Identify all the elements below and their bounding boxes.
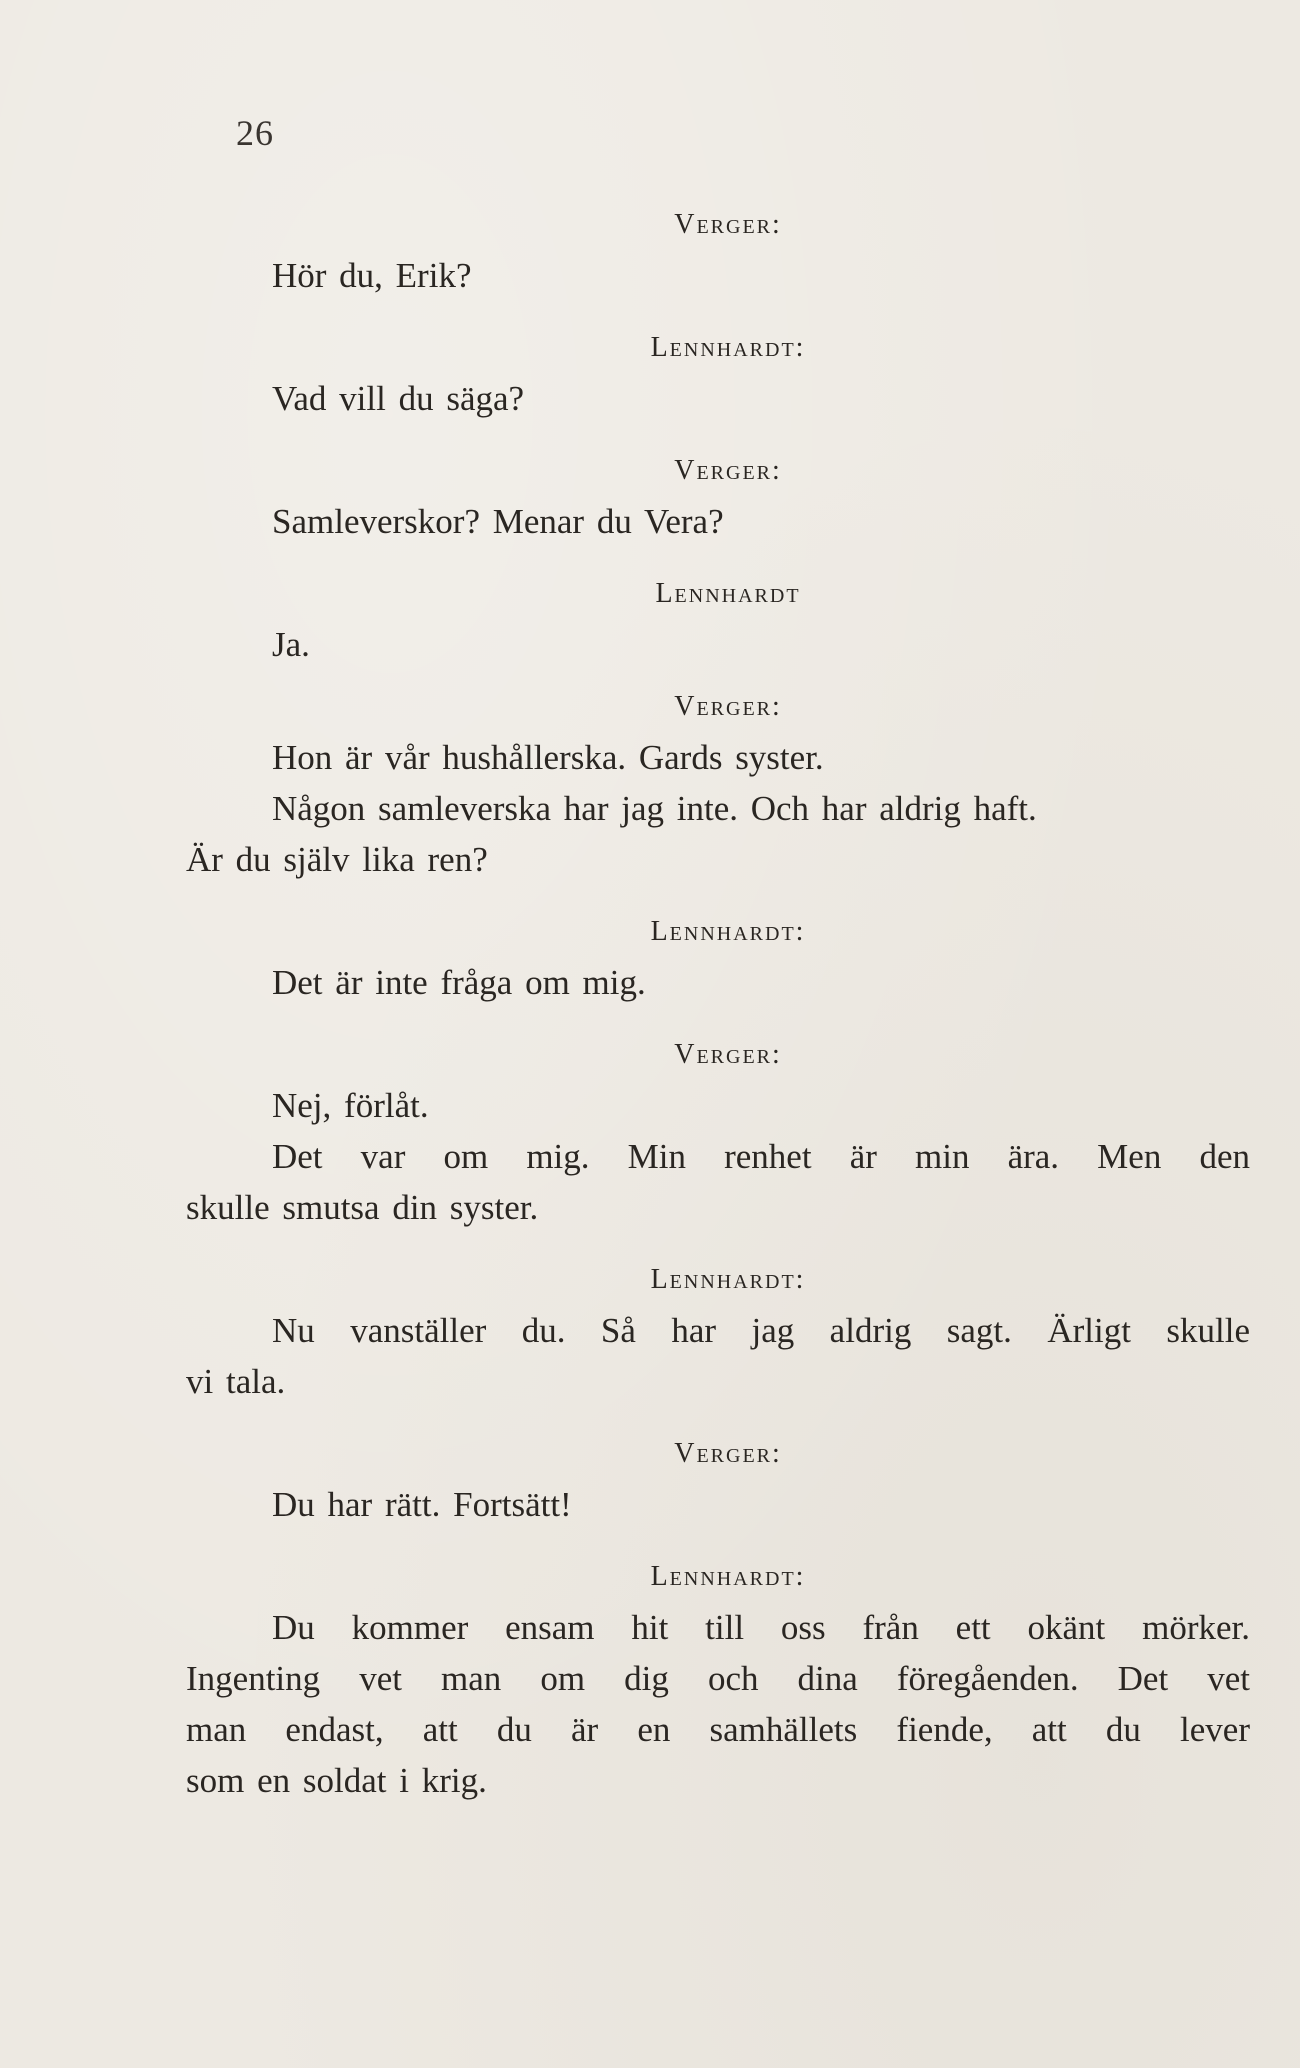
dialogue-line: som en soldat i krig. xyxy=(186,1761,487,1800)
dialogue-line: Ingenting vet man om dig och dina föregåenden. Det vet xyxy=(186,1659,1250,1698)
dialogue-line: Det är inte fråga om mig. xyxy=(272,963,646,1002)
speaker-name: Verger: xyxy=(674,209,782,240)
speaker-name: Verger: xyxy=(674,1039,782,1070)
dialogue-line: Du har rätt. Fortsätt! xyxy=(272,1485,572,1524)
speaker-name: Lennhardt xyxy=(655,578,801,609)
dialogue-line: Det var om mig. Min renhet är min ära. Men den xyxy=(272,1137,1250,1176)
speaker-name: Verger: xyxy=(674,455,782,486)
dialogue-line: Någon samleverska har jag inte. Och har aldrig haft. xyxy=(272,789,1037,828)
dialogue-line: Vad vill du säga? xyxy=(272,379,525,418)
dialogue-line: Nu vanställer du. Så har jag aldrig sagt. Ärligt skulle xyxy=(272,1311,1250,1350)
dialogue-line: Hon är vår hushållerska. Gards syster. xyxy=(272,738,824,777)
page-number: 26 xyxy=(236,113,274,153)
speaker-name: Lennhardt: xyxy=(650,1264,806,1295)
dialogue-line: vi tala. xyxy=(186,1362,286,1401)
dialogue-line: man endast, att du är en samhällets fiende, att du lever xyxy=(186,1710,1250,1749)
dialogue-text xyxy=(186,200,1250,1806)
dialogue-line: skulle smutsa din syster. xyxy=(186,1188,539,1227)
dialogue-line: Nej, förlåt. xyxy=(272,1086,429,1125)
speaker-name: Verger: xyxy=(674,1438,782,1469)
speaker-name: Lennhardt: xyxy=(650,916,806,947)
dialogue-line: Är du själv lika ren? xyxy=(186,840,488,879)
dialogue-line: Du kommer ensam hit till oss från ett okänt mörker. xyxy=(272,1608,1250,1647)
dialogue-line: Hör du, Erik? xyxy=(272,256,472,295)
speaker-name: Verger: xyxy=(674,691,782,722)
speaker-name: Lennhardt: xyxy=(650,332,806,363)
speaker-name: Lennhardt: xyxy=(650,1561,806,1592)
dialogue-line: Ja. xyxy=(272,625,310,664)
dialogue-line: Samleverskor? Menar du Vera? xyxy=(272,502,724,541)
